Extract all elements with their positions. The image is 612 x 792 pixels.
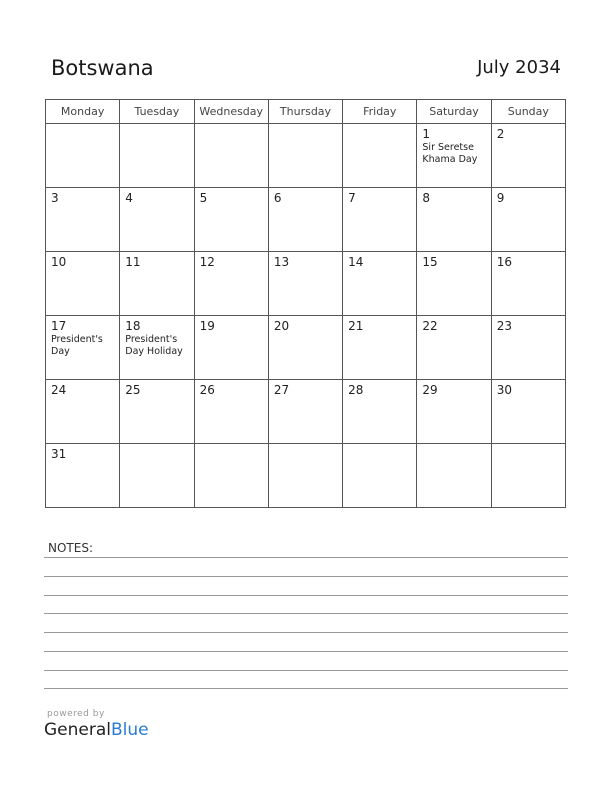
holiday-label: President's Day Holiday	[125, 334, 183, 357]
day-number: 9	[496, 191, 505, 205]
day-number: 5	[199, 191, 208, 205]
day-number: 30	[496, 383, 512, 397]
day-number: 21	[348, 319, 364, 333]
day-cell	[417, 188, 491, 252]
weekday-header: Sunday	[491, 100, 565, 124]
day-cell	[491, 252, 565, 316]
day-cell	[46, 316, 120, 380]
day-cell	[268, 444, 342, 508]
note-line	[44, 613, 568, 614]
day-number: 12	[199, 255, 215, 269]
country-title: Botswana	[51, 56, 154, 80]
day-cell	[491, 444, 565, 508]
week-row	[46, 188, 566, 252]
day-cell	[268, 124, 342, 188]
day-number: 18	[125, 319, 141, 333]
day-cell	[268, 252, 342, 316]
day-number: 17	[51, 319, 67, 333]
day-cell	[46, 124, 120, 188]
day-cell	[268, 316, 342, 380]
day-cell	[120, 252, 194, 316]
note-line	[44, 688, 568, 689]
day-number: 15	[422, 255, 438, 269]
day-number: 13	[273, 255, 290, 269]
day-cell	[491, 316, 565, 380]
weekday-header: Monday	[46, 100, 120, 124]
day-cell	[194, 316, 268, 380]
weekday-header: Saturday	[417, 100, 491, 124]
calendar-grid	[45, 99, 566, 508]
day-cell	[343, 188, 417, 252]
day-cell	[120, 124, 194, 188]
day-cell	[194, 188, 268, 252]
brand-text-blue: Blue	[111, 720, 149, 740]
weekday-header: Tuesday	[120, 100, 194, 124]
day-cell	[417, 380, 491, 444]
powered-by-text: powered by	[47, 709, 105, 719]
day-cell	[417, 316, 491, 380]
day-number: 4	[125, 191, 133, 205]
day-number: 14	[348, 255, 364, 269]
weekday-header: Friday	[343, 100, 417, 124]
holiday-label: Sir Seretse Khama Day	[422, 142, 478, 165]
generalblue-logo	[44, 720, 149, 740]
day-number: 1	[422, 127, 431, 141]
day-cell	[194, 252, 268, 316]
day-number: 20	[273, 319, 290, 333]
day-cell	[194, 380, 268, 444]
day-number: 25	[125, 383, 141, 397]
weekday-header: Wednesday	[194, 100, 268, 124]
holiday-label: President's Day	[51, 334, 103, 357]
day-number: 24	[51, 383, 67, 397]
day-cell	[194, 124, 268, 188]
notes-label: NOTES:	[48, 541, 93, 555]
day-number: 7	[348, 191, 356, 205]
day-cell	[343, 124, 417, 188]
day-number: 27	[273, 383, 290, 397]
day-number: 22	[422, 319, 438, 333]
day-cell	[120, 316, 194, 380]
week-row	[46, 252, 566, 316]
day-cell	[491, 188, 565, 252]
week-row	[46, 380, 566, 444]
day-cell	[343, 380, 417, 444]
day-cell	[268, 188, 342, 252]
day-cell	[417, 444, 491, 508]
day-number: 26	[199, 383, 215, 397]
note-line	[44, 557, 568, 558]
day-cell	[120, 188, 194, 252]
note-line	[44, 595, 568, 596]
day-number: 8	[422, 191, 431, 205]
day-number: 31	[51, 447, 67, 461]
day-number: 16	[496, 255, 512, 269]
day-number: 23	[496, 319, 512, 333]
day-number: 10	[51, 255, 67, 269]
month-year-title: July 2034	[477, 57, 561, 78]
day-number: 3	[51, 191, 59, 205]
day-cell	[343, 252, 417, 316]
day-cell	[343, 444, 417, 508]
day-cell	[417, 252, 491, 316]
day-cell	[491, 380, 565, 444]
day-number: 28	[348, 383, 364, 397]
day-cell	[417, 124, 491, 188]
note-line	[44, 632, 568, 633]
weekday-header: Thursday	[268, 100, 342, 124]
day-number: 19	[199, 319, 215, 333]
day-cell	[46, 444, 120, 508]
note-line	[44, 651, 568, 652]
day-number: 2	[496, 127, 505, 141]
day-cell	[491, 124, 565, 188]
day-number: 6	[273, 191, 282, 205]
day-cell	[194, 444, 268, 508]
day-cell	[46, 188, 120, 252]
day-cell	[46, 380, 120, 444]
day-cell	[120, 380, 194, 444]
week-row	[46, 444, 566, 508]
weekday-header-row	[46, 100, 566, 124]
day-cell	[46, 252, 120, 316]
day-cell	[343, 316, 417, 380]
note-line	[44, 670, 568, 671]
day-cell	[268, 380, 342, 444]
day-number: 11	[125, 255, 141, 269]
brand-text-general: General	[44, 720, 111, 740]
day-cell	[120, 444, 194, 508]
day-number: 29	[422, 383, 438, 397]
week-row	[46, 316, 566, 380]
note-line	[44, 576, 568, 577]
week-row	[46, 124, 566, 188]
